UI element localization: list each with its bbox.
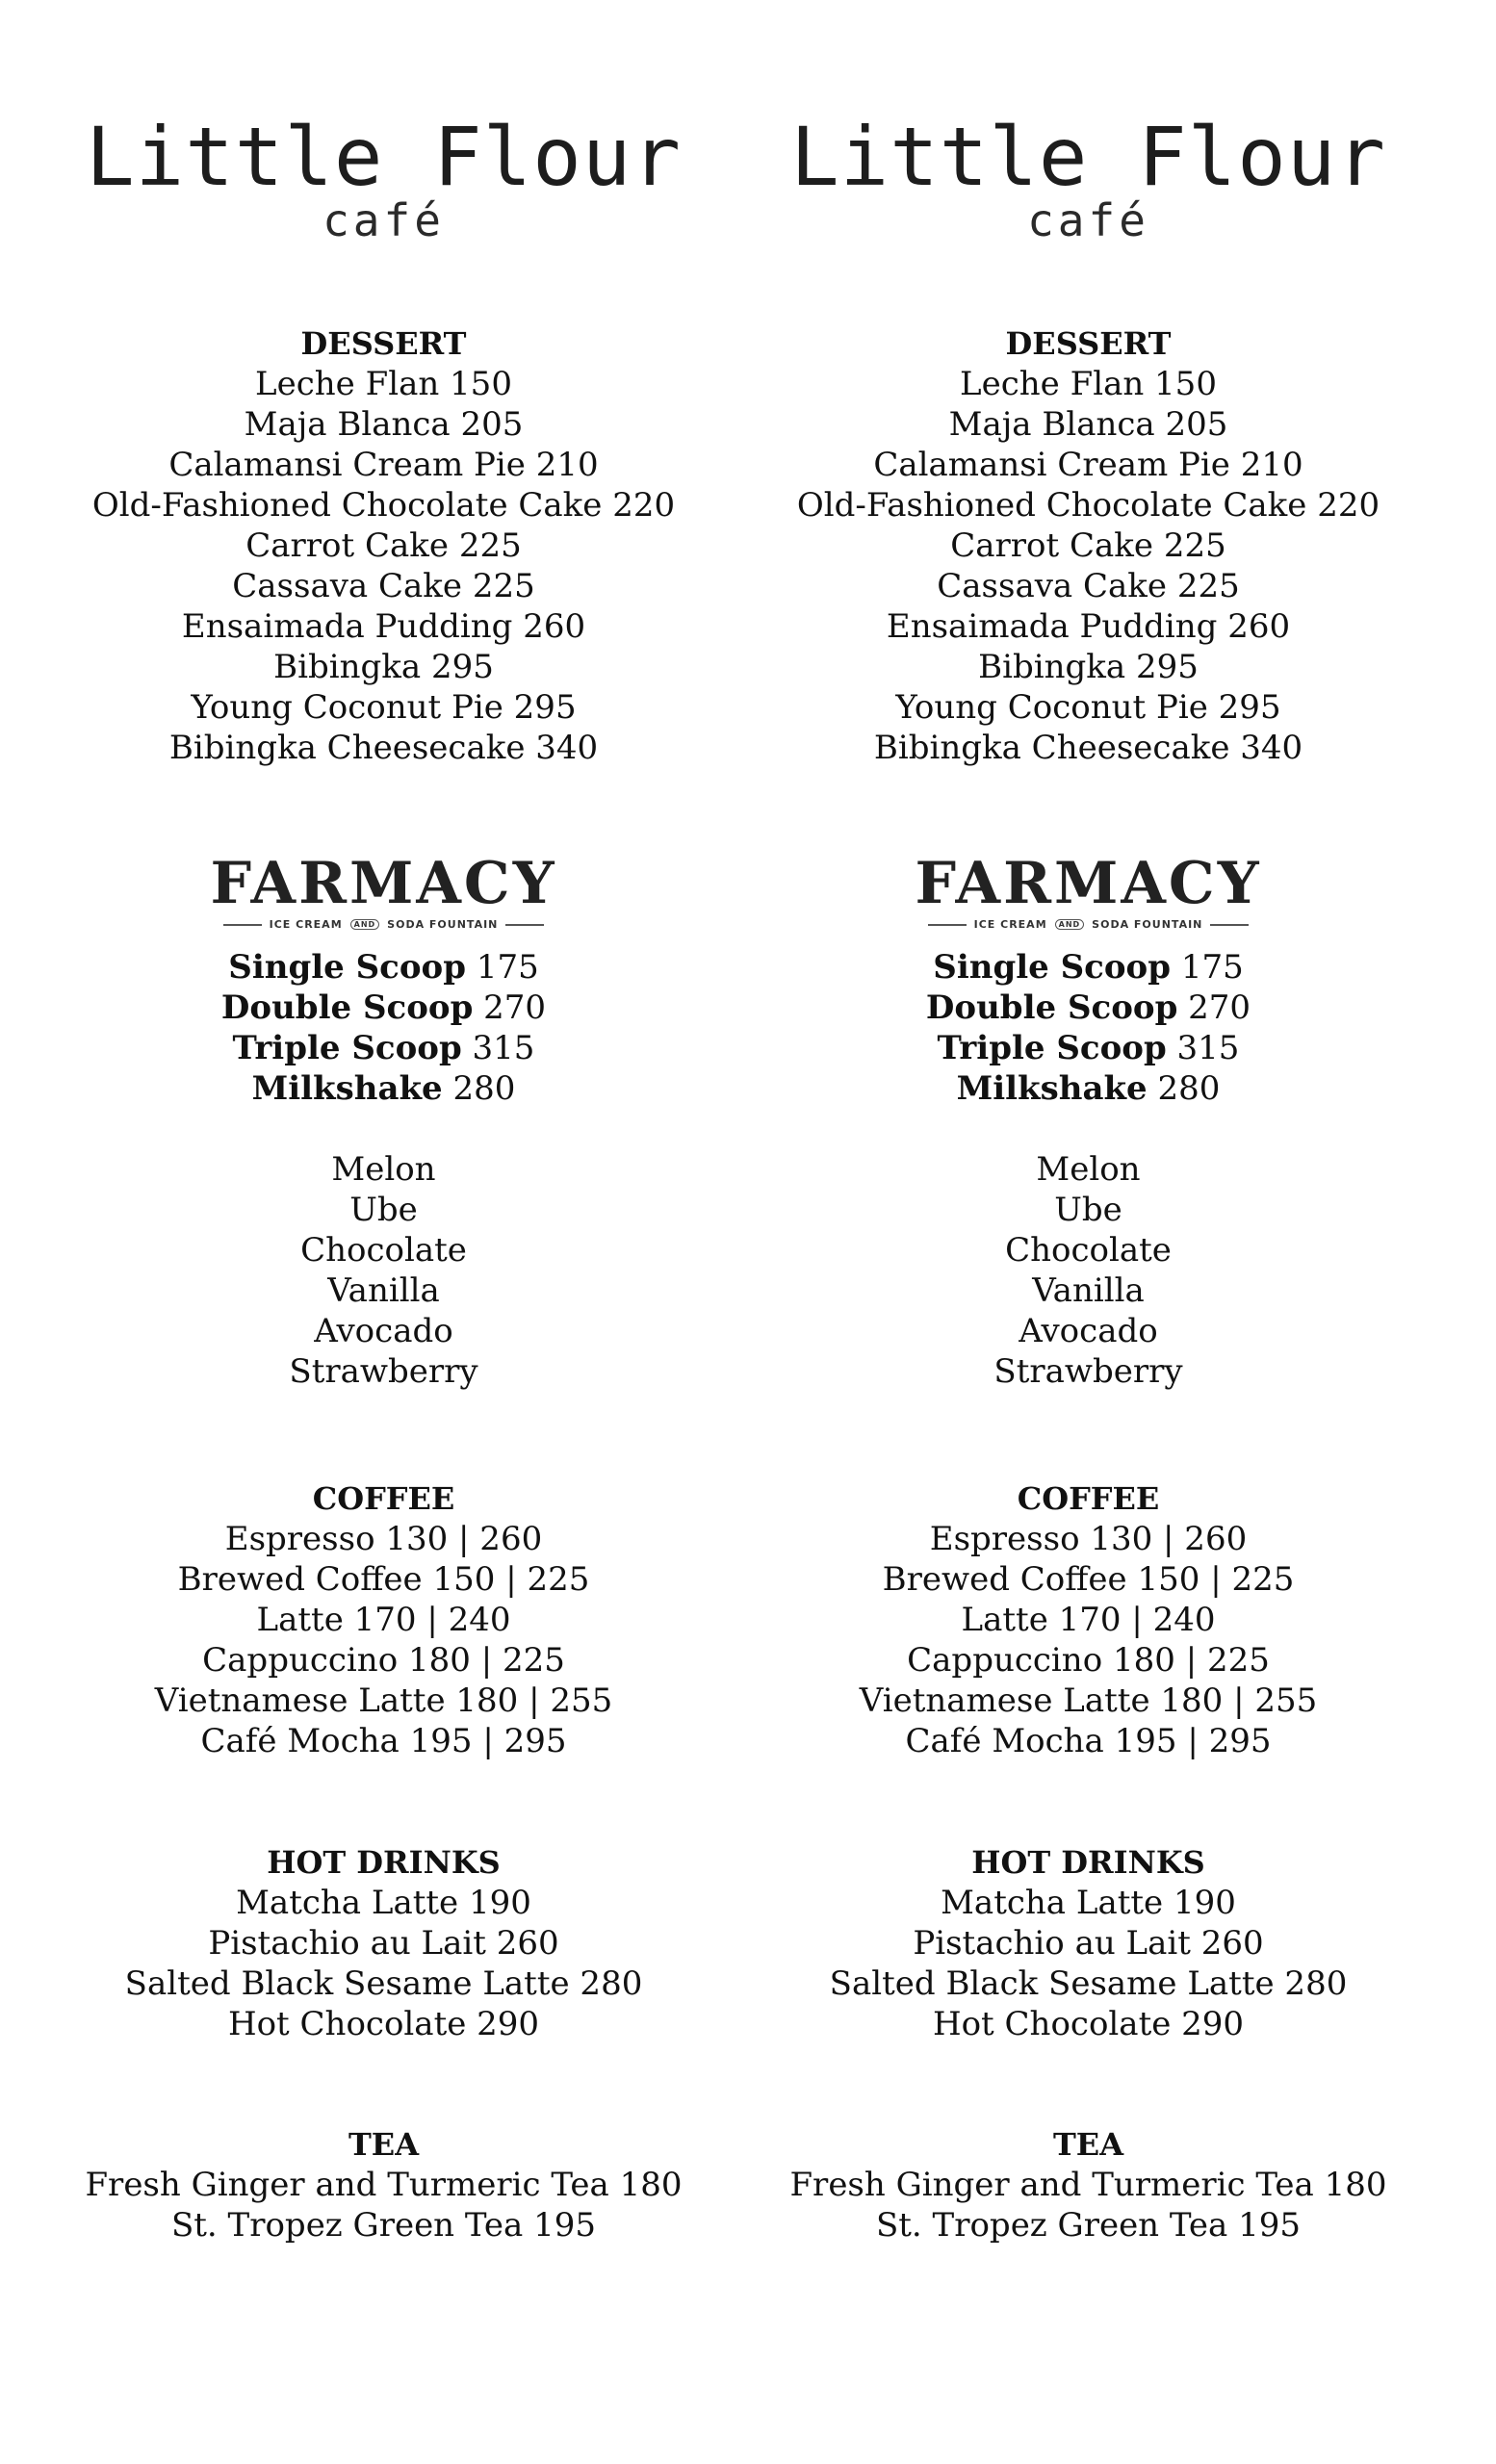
cafe-logo <box>10 110 758 246</box>
section-heading-hot-drinks: HOT DRINKS <box>267 1844 501 1881</box>
item-price: 270 <box>483 988 547 1027</box>
flavor-item: Ube <box>1054 1191 1122 1229</box>
item-price: 315 <box>472 1029 535 1067</box>
menu-item: Latte 170 | 240 <box>961 1601 1216 1639</box>
menu-item: Salted Black Sesame Latte 280 <box>829 1964 1348 2003</box>
menu-item: Pistachio au Lait 260 <box>913 1924 1264 1963</box>
menu-item: Bibingka Cheesecake 340 <box>168 729 599 767</box>
item-price: 315 <box>1176 1029 1240 1067</box>
hot-drinks-section <box>714 1842 1462 2044</box>
dessert-section <box>10 323 758 768</box>
divider <box>505 924 544 926</box>
menu-item: Bibingka Cheesecake 340 <box>873 729 1303 767</box>
coffee-section <box>10 1478 758 1761</box>
menu-item: Matcha Latte 190 <box>236 1884 531 1922</box>
item-price: 270 <box>1188 988 1251 1027</box>
menu-item: Leche Flan 150 <box>960 365 1217 403</box>
farmacy-tagline <box>10 918 758 931</box>
item-label: Milkshake <box>956 1069 1148 1108</box>
menu-item: Cappuccino 180 | 225 <box>907 1641 1270 1680</box>
ice-cream-section <box>10 947 758 1109</box>
menu-item: Hot Chocolate 290 <box>227 2005 540 2043</box>
divider <box>223 924 262 926</box>
flavors-list <box>714 1149 1462 1392</box>
farmacy-logo <box>10 850 758 931</box>
farmacy-tag-and: AND <box>1055 919 1085 930</box>
tea-section <box>714 2124 1462 2246</box>
menu-item: Café Mocha 195 | 295 <box>905 1722 1272 1760</box>
menu-item <box>10 947 758 988</box>
menu-item: Young Coconut Pie 295 <box>191 688 577 727</box>
menu-item <box>714 988 1462 1028</box>
menu-item: Old-Fashioned Chocolate Cake 220 <box>796 486 1380 525</box>
farmacy-tag-right: SODA FOUNTAIN <box>387 918 499 931</box>
divider <box>1210 924 1249 926</box>
menu-item: Matcha Latte 190 <box>941 1884 1236 1922</box>
flavor-item: Ube <box>349 1191 418 1229</box>
menu-item: Maja Blanca 205 <box>948 405 1228 444</box>
flavor-item: Vanilla <box>327 1271 440 1310</box>
menu-item: Fresh Ginger and Turmeric Tea 180 <box>85 2166 683 2204</box>
flavors-list <box>10 1149 758 1392</box>
menu-item <box>714 1028 1462 1068</box>
item-label: Single Scoop <box>933 948 1171 987</box>
item-label: Double Scoop <box>925 988 1178 1027</box>
flavor-item: Avocado <box>314 1312 453 1350</box>
menu-item: Calamansi Cream Pie 210 <box>168 446 599 484</box>
menu-column-left <box>10 0 758 2464</box>
menu-item <box>714 1068 1462 1109</box>
menu-item: Brewed Coffee 150 | 225 <box>882 1560 1295 1599</box>
menu-item: Vietnamese Latte 180 | 255 <box>859 1681 1318 1720</box>
menu-item: Cassava Cake 225 <box>232 567 535 605</box>
flavor-item: Chocolate <box>1005 1231 1172 1270</box>
menu-item: Bibingka 295 <box>978 648 1199 686</box>
menu-item: Carrot Cake 225 <box>245 526 522 565</box>
menu-item <box>10 1068 758 1109</box>
item-label: Triple Scoop <box>937 1029 1167 1067</box>
menu-item: Carrot Cake 225 <box>950 526 1226 565</box>
menu-item: Ensaimada Pudding 260 <box>181 607 586 646</box>
farmacy-tag-left: ICE CREAM <box>269 918 343 931</box>
menu-item: Ensaimada Pudding 260 <box>886 607 1291 646</box>
farmacy-tagline <box>714 918 1462 931</box>
section-heading-dessert: DESSERT <box>300 325 467 362</box>
farmacy-tag-and: AND <box>350 919 380 930</box>
menu-item: Salted Black Sesame Latte 280 <box>124 1964 643 2003</box>
menu-item <box>714 947 1462 988</box>
flavor-item: Chocolate <box>300 1231 467 1270</box>
menu-item <box>10 988 758 1028</box>
coffee-section <box>714 1478 1462 1761</box>
item-price: 175 <box>1180 948 1244 987</box>
item-label: Single Scoop <box>228 948 466 987</box>
menu-item: Espresso 130 | 260 <box>224 1520 543 1558</box>
section-heading-hot-drinks: HOT DRINKS <box>971 1844 1205 1881</box>
flavor-item: Melon <box>331 1150 436 1189</box>
menu-item: Fresh Ginger and Turmeric Tea 180 <box>789 2166 1387 2204</box>
menu-item: Vietnamese Latte 180 | 255 <box>154 1681 613 1720</box>
section-heading-dessert: DESSERT <box>1005 325 1172 362</box>
menu-item: Old-Fashioned Chocolate Cake 220 <box>91 486 676 525</box>
item-price: 280 <box>452 1069 516 1108</box>
tea-section <box>10 2124 758 2246</box>
divider <box>928 924 967 926</box>
section-heading-coffee: COFFEE <box>1017 1480 1160 1517</box>
logo-title: Little Flour <box>790 110 1386 204</box>
menu-item: Young Coconut Pie 295 <box>895 688 1281 727</box>
farmacy-tag-left: ICE CREAM <box>973 918 1047 931</box>
logo-subtitle: café <box>1027 194 1149 246</box>
flavor-item: Strawberry <box>993 1352 1183 1391</box>
menu-item <box>10 1028 758 1068</box>
flavor-item: Avocado <box>1019 1312 1158 1350</box>
item-label: Double Scoop <box>220 988 474 1027</box>
flavor-item: Melon <box>1036 1150 1141 1189</box>
farmacy-name: FARMACY <box>915 850 1262 917</box>
section-heading-coffee: COFFEE <box>312 1480 455 1517</box>
menu-item: Cassava Cake 225 <box>937 567 1240 605</box>
menu-item: Hot Chocolate 290 <box>932 2005 1245 2043</box>
farmacy-logo <box>714 850 1462 931</box>
section-heading-tea: TEA <box>348 2126 420 2163</box>
logo-title: Little Flour <box>86 110 682 204</box>
menu-item: Calamansi Cream Pie 210 <box>873 446 1303 484</box>
menu-item: Espresso 130 | 260 <box>929 1520 1248 1558</box>
dessert-section <box>714 323 1462 768</box>
item-label: Milkshake <box>251 1069 443 1108</box>
section-heading-tea: TEA <box>1052 2126 1124 2163</box>
farmacy-name: FARMACY <box>210 850 557 917</box>
cafe-logo <box>714 110 1462 246</box>
menu-item: Bibingka 295 <box>273 648 494 686</box>
flavor-item: Strawberry <box>289 1352 478 1391</box>
hot-drinks-section <box>10 1842 758 2044</box>
logo-subtitle: café <box>322 194 445 246</box>
item-price: 175 <box>476 948 539 987</box>
menu-item: Pistachio au Lait 260 <box>208 1924 559 1963</box>
menu-item: Maja Blanca 205 <box>244 405 524 444</box>
menu-item: Café Mocha 195 | 295 <box>200 1722 567 1760</box>
menu-column-right <box>714 0 1462 2464</box>
menu-item: Cappuccino 180 | 225 <box>202 1641 565 1680</box>
menu-item: Leche Flan 150 <box>255 365 512 403</box>
flavor-item: Vanilla <box>1032 1271 1145 1310</box>
farmacy-tag-right: SODA FOUNTAIN <box>1092 918 1203 931</box>
menu-item: St. Tropez Green Tea 195 <box>875 2206 1302 2245</box>
item-price: 280 <box>1157 1069 1221 1108</box>
ice-cream-section <box>714 947 1462 1109</box>
menu-item: St. Tropez Green Tea 195 <box>170 2206 597 2245</box>
menu-item: Brewed Coffee 150 | 225 <box>177 1560 590 1599</box>
menu-item: Latte 170 | 240 <box>256 1601 511 1639</box>
item-label: Triple Scoop <box>232 1029 462 1067</box>
